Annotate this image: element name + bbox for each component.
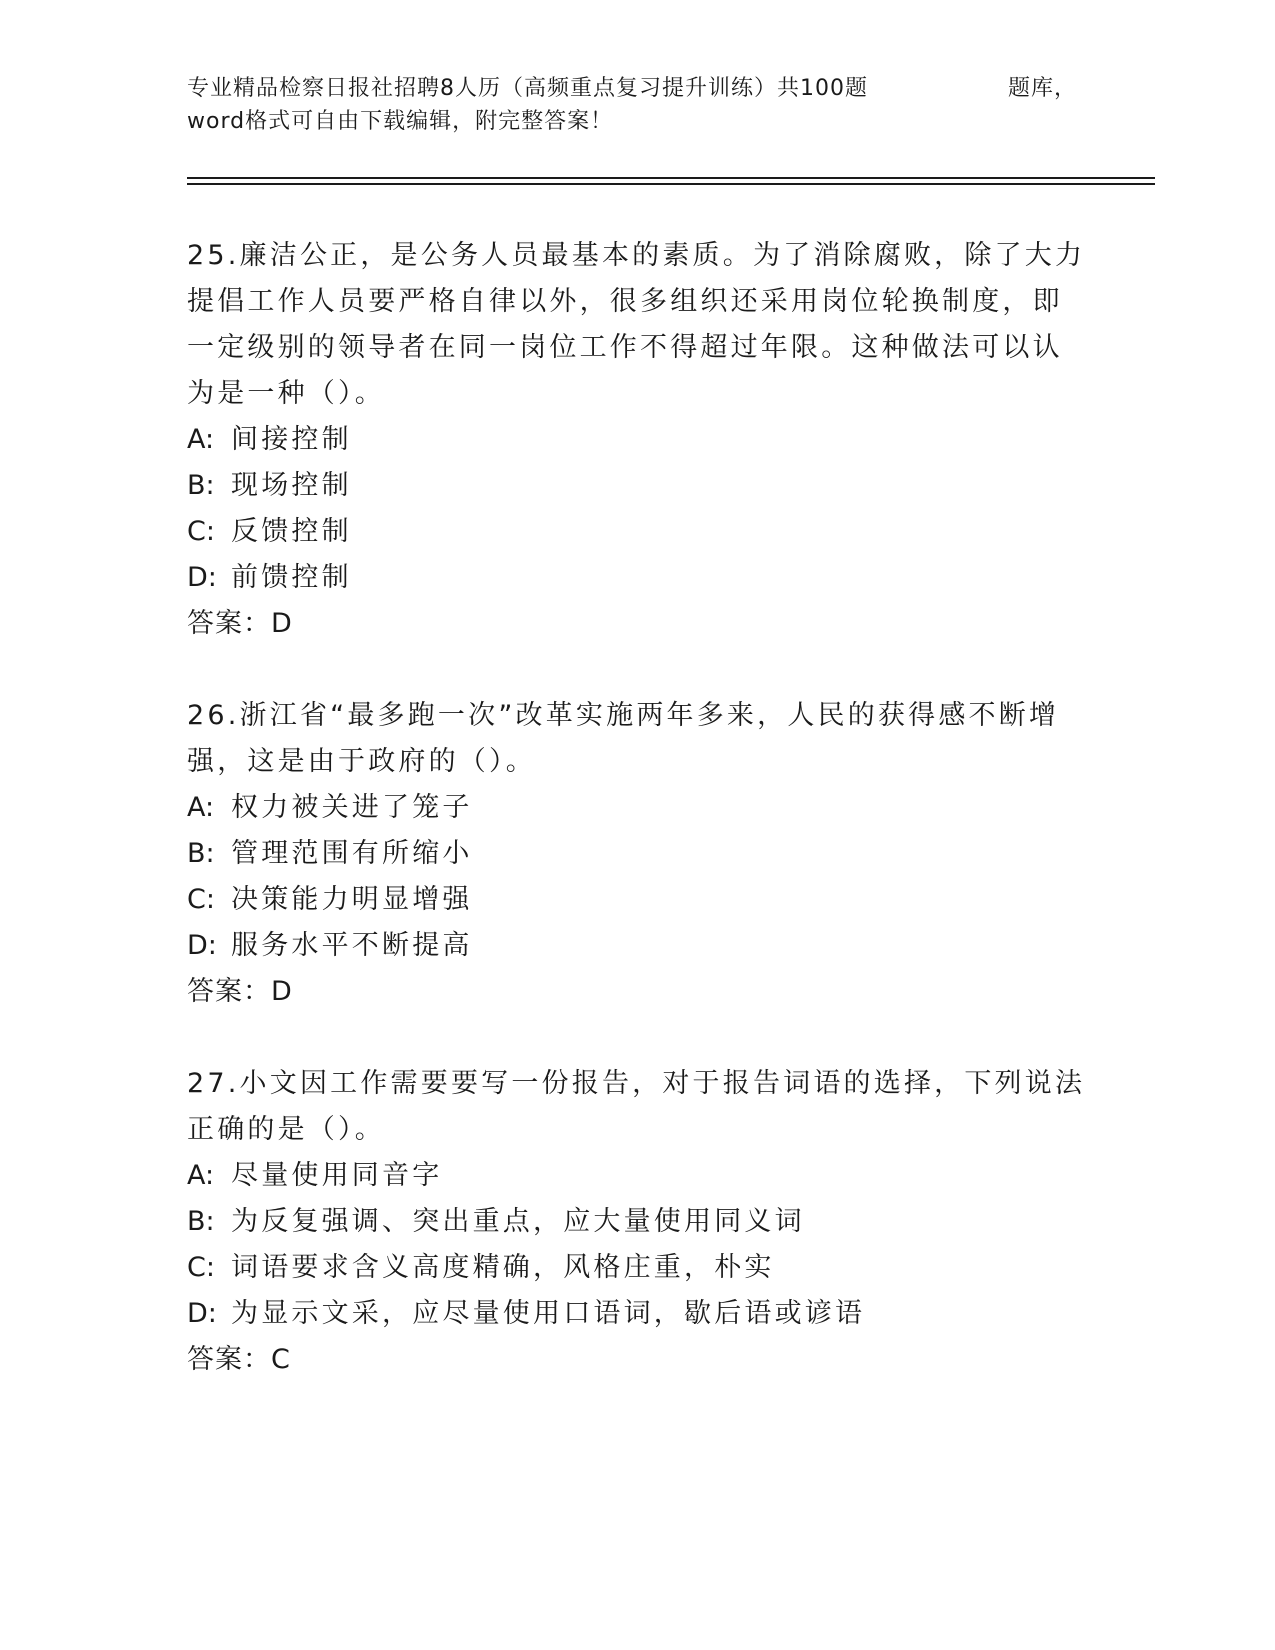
option-b xyxy=(187,831,1087,877)
option-text: 服务水平不断提高 xyxy=(231,930,473,961)
option-d xyxy=(187,923,1087,969)
question-text: 25.廉洁公正，是公务人员最基本的素质。为了消除腐败，除了大力提倡工作人员要严格自律以外，很多组织还采用岗位轮换制度，即一定级别的领导者在同一岗位工作不得超过年限。这种做法可以认为是一种（）。 xyxy=(187,240,1086,409)
question-list xyxy=(187,233,1087,1429)
header-title: 专业精品检察日报社招聘8人历（高频重点复习提升训练）共100题 xyxy=(187,76,868,101)
option-key: C: xyxy=(187,1252,215,1283)
option-text: 决策能力明显增强 xyxy=(231,884,473,915)
question-25 xyxy=(187,233,1087,647)
header-line-1 xyxy=(187,72,1077,105)
option-key: D: xyxy=(187,562,217,593)
answer-line: 答案：D xyxy=(187,608,293,639)
question-26 xyxy=(187,693,1087,1015)
option-a xyxy=(187,417,1087,463)
question-text: 26.浙江省“最多跑一次”改革实施两年多来，人民的获得感不断增强，这是由于政府的（）。 xyxy=(187,700,1060,777)
option-text: 权力被关进了笼子 xyxy=(231,792,473,823)
header-divider-bottom xyxy=(187,183,1155,185)
question-27 xyxy=(187,1061,1087,1383)
option-key: B: xyxy=(187,838,215,869)
option-key: A: xyxy=(187,424,215,455)
option-text: 前馈控制 xyxy=(231,562,352,593)
option-text: 反馈控制 xyxy=(231,516,352,547)
option-b xyxy=(187,463,1087,509)
answer-line: 答案：D xyxy=(187,976,293,1007)
option-text: 尽量使用同音字 xyxy=(231,1160,443,1191)
option-key: A: xyxy=(187,792,215,823)
answer-line: 答案：C xyxy=(187,1344,291,1375)
option-d xyxy=(187,1291,1087,1337)
option-key: B: xyxy=(187,470,215,501)
document-header xyxy=(187,72,1077,138)
option-text: 为反复强调、突出重点，应大量使用同义词 xyxy=(231,1206,805,1237)
option-c xyxy=(187,509,1087,555)
option-c xyxy=(187,877,1087,923)
option-key: A: xyxy=(187,1160,215,1191)
option-key: C: xyxy=(187,516,215,547)
header-line-2: word格式可自由下载编辑，附完整答案！ xyxy=(187,109,614,134)
option-a xyxy=(187,785,1087,831)
option-key: D: xyxy=(187,1298,217,1329)
option-text: 管理范围有所缩小 xyxy=(231,838,473,869)
option-a xyxy=(187,1153,1087,1199)
option-text: 现场控制 xyxy=(231,470,352,501)
question-text: 27.小文因工作需要要写一份报告，对于报告词语的选择，下列说法正确的是（）。 xyxy=(187,1068,1086,1145)
header-divider-top xyxy=(187,177,1155,179)
option-b xyxy=(187,1199,1087,1245)
option-key: C: xyxy=(187,884,215,915)
option-key: B: xyxy=(187,1206,215,1237)
option-text: 为显示文采，应尽量使用口语词，歇后语或谚语 xyxy=(231,1298,866,1329)
header-title-suffix: 题库， xyxy=(1007,76,1077,101)
option-c xyxy=(187,1245,1087,1291)
option-text: 词语要求含义高度精确，风格庄重，朴实 xyxy=(231,1252,775,1283)
option-d xyxy=(187,555,1087,601)
option-key: D: xyxy=(187,930,217,961)
option-text: 间接控制 xyxy=(231,424,352,455)
